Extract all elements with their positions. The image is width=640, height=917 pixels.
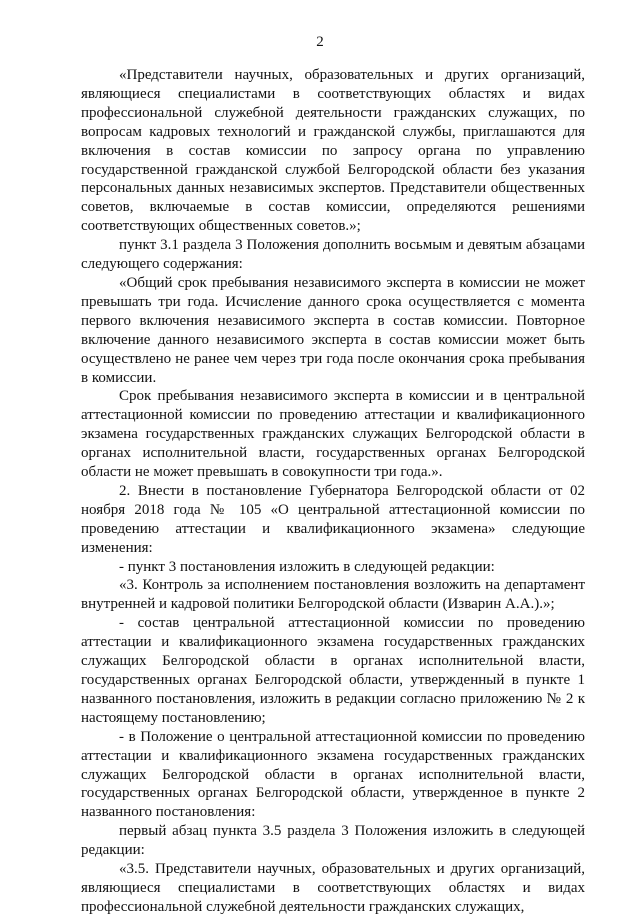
paragraph-point-3-new-edition: - пункт 3 постановления изложить в следующей редакции: xyxy=(119,558,495,575)
paragraph-total-term-limit: Срок пребывания независимого эксперта в комиссии и в центральной аттестационной комиссии по проведению аттестации и квалификационного экзамена государственных гражданских служащих Белгородской области в органах исполнительной власти, государственных органах Белгородской области не может превышать в совокупности три года.». xyxy=(81,388,585,481)
paragraph-point-3-1-amendment: пункт 3.1 раздела 3 Положения дополнить восьмым и девятым абзацами следующего содержания: xyxy=(81,237,585,273)
paragraph-item-2-amendments: 2. Внести в постановление Губернатора Белгородской области от 02 ноября 2018 года № 105 «О центральной аттестационной комиссии по проведению аттестации и квалификационного экзамена» следующие изменения: xyxy=(81,482,585,556)
paragraph-term-of-stay: «Общий срок пребывания независимого эксперта в комиссии не может превышать три года. Исчисление данного срока осуществляется с момента первого включения независимого эксперта в состав комиссии. Повторное включение данного независимого эксперта в состав комиссии может быть осуществлено не ранее чем через три года после окончания срока пребывания в комиссии. xyxy=(81,274,585,386)
paragraph-3-5-new-text: «3.5. Представители научных, образовательных и других организаций, являющиеся специалистами в соответствующих областях и видах профессиональной служебной деятельности гражданских служащих, xyxy=(81,861,585,915)
paragraph-regulation-amendment: - в Положение о центральной аттестационной комиссии по проведению аттестации и квалификационного экзамена государственных гражданских служащих Белгородской области в органах исполнительной власти, государственных органах Белгородской области, утвержденное в пункте 2 названного постановления: xyxy=(81,728,585,821)
paragraph-commission-composition: - состав центральной аттестационной комиссии по проведению аттестации и квалификационного экзамена государственных гражданских служащих Белгородской области в органах исполнительной власти, государственных органах Белгородской области, утвержденный в пункте 1 названного постановления, изложить в редакции согласно приложению № 2 к настоящему постановлению; xyxy=(81,615,585,726)
paragraph-first-abzac-3-5: первый абзац пункта 3.5 раздела 3 Положения изложить в следующей редакции: xyxy=(81,823,585,859)
paragraph-control-clause: «3. Контроль за исполнением постановления возложить на департамент внутренней и кадровой политики Белгородской области (Изварин А.А.).»; xyxy=(81,577,585,613)
document-body xyxy=(81,66,585,917)
page-number: 2 xyxy=(316,34,324,50)
paragraph-experts-invitation: «Представители научных, образовательных и других организаций, являющиеся специалистами в соответствующих областях и видах профессиональной служебной деятельности гражданских служащих, по вопросам кадровых технологий и гражданской службы, приглашаются для включения в состав комиссии по запросу органа по управлению государственной гражданской службой Белгородской области без указания персональных данных независимых экспертов. Представители общественных советов, включаемые в состав комиссии, определяются решениями соответствующих общественных советов.»; xyxy=(81,67,585,235)
